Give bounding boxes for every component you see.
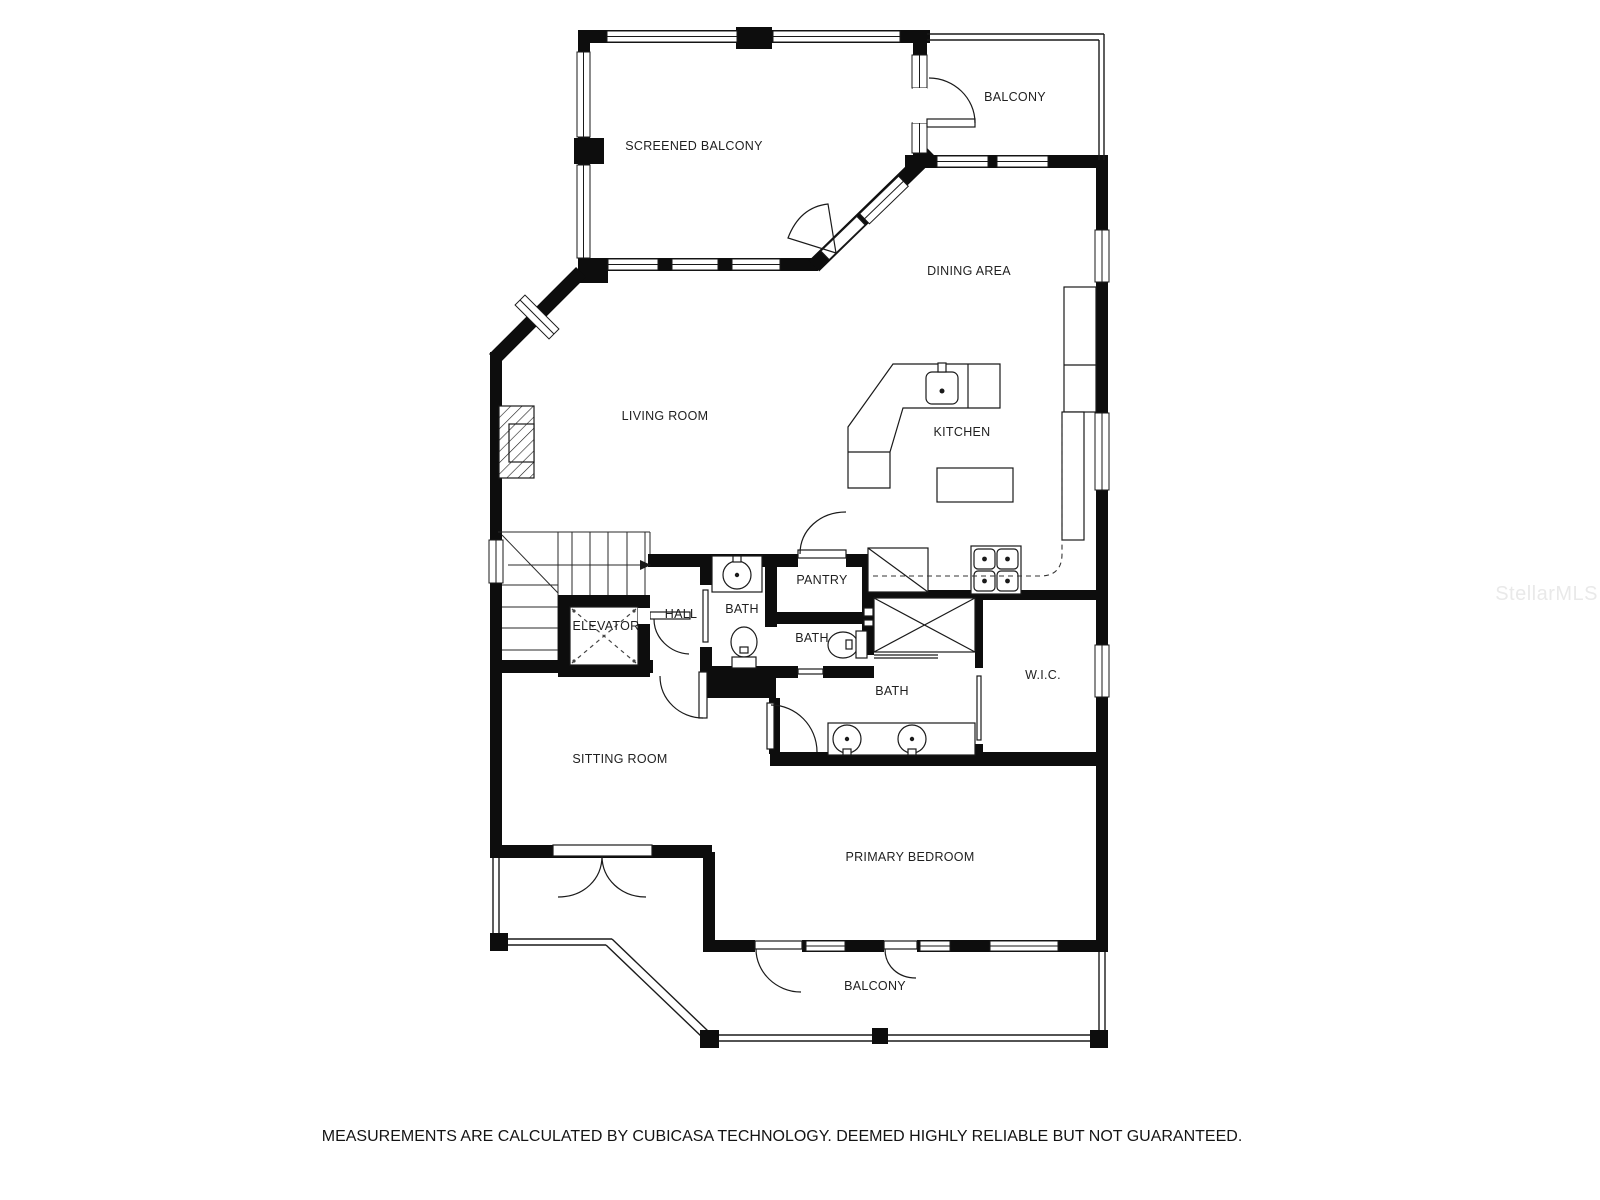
label-primary-bedroom: PRIMARY BEDROOM bbox=[845, 850, 975, 864]
door-screened-balcony bbox=[788, 204, 865, 260]
disclaimer-text: MEASUREMENTS ARE CALCULATED BY CUBICASA TECHNOLOGY. DEEMED HIGHLY RELIABLE BUT NOT GUARANTEED. bbox=[321, 1128, 1243, 1145]
window bbox=[672, 259, 718, 270]
window bbox=[912, 123, 927, 153]
pocket-door-bath1 bbox=[700, 585, 712, 647]
window bbox=[990, 941, 1058, 951]
door-bedroom-balcony-2 bbox=[884, 940, 917, 978]
window bbox=[860, 176, 909, 224]
window bbox=[577, 52, 590, 137]
shower bbox=[864, 598, 975, 658]
label-balcony-bottom: BALCONY bbox=[844, 979, 906, 993]
door-bath3 bbox=[767, 703, 817, 752]
window bbox=[607, 31, 737, 42]
label-elevator: ELEVATOR bbox=[572, 619, 640, 633]
stellar-mls-watermark: StellarMLS bbox=[1495, 583, 1598, 605]
label-sitting-room: SITTING ROOM bbox=[572, 752, 668, 766]
label-hall: HALL bbox=[664, 607, 698, 621]
label-wic: W.I.C. bbox=[1025, 668, 1061, 682]
bath1-toilet bbox=[731, 627, 757, 668]
pocket-door-bath2 bbox=[798, 666, 823, 678]
window bbox=[912, 55, 927, 88]
bath1-sink bbox=[712, 556, 762, 592]
window bbox=[1095, 230, 1109, 282]
kitchen-island bbox=[937, 468, 1013, 502]
label-kitchen: KITCHEN bbox=[933, 425, 991, 439]
elevator bbox=[558, 595, 650, 677]
window bbox=[489, 540, 503, 583]
door-sitting-room bbox=[660, 672, 707, 718]
kitchen-fixtures bbox=[848, 287, 1096, 594]
dining-counter bbox=[1064, 287, 1096, 412]
window bbox=[577, 165, 590, 258]
label-pantry: PANTRY bbox=[796, 573, 848, 587]
label-living-room: LIVING ROOM bbox=[621, 409, 709, 423]
pocket-door-wic bbox=[975, 668, 983, 744]
stove bbox=[971, 546, 1021, 594]
bath2-toilet bbox=[828, 631, 867, 658]
label-bath-2: BATH bbox=[795, 631, 829, 645]
window bbox=[937, 156, 988, 167]
french-doors bbox=[553, 845, 652, 897]
label-bath-1: BATH bbox=[725, 602, 759, 616]
label-screened-balcony: SCREENED BALCONY bbox=[625, 139, 763, 153]
bath3-vanity bbox=[828, 723, 975, 755]
tall-cabinet bbox=[1062, 412, 1084, 540]
window bbox=[732, 259, 780, 270]
label-dining-area: DINING AREA bbox=[927, 264, 1011, 278]
window bbox=[773, 31, 900, 42]
door-bedroom-balcony-1 bbox=[755, 940, 802, 992]
label-bath-3: BATH bbox=[875, 684, 909, 698]
windows bbox=[489, 31, 1109, 951]
door-pantry bbox=[798, 512, 846, 567]
window bbox=[608, 259, 658, 270]
window bbox=[920, 941, 950, 951]
stairs-direction-arrow bbox=[508, 560, 651, 570]
window bbox=[1095, 645, 1109, 697]
fireplace bbox=[499, 406, 534, 478]
window bbox=[997, 156, 1048, 167]
window bbox=[806, 941, 845, 951]
label-balcony-top: BALCONY bbox=[984, 90, 1046, 104]
window bbox=[1095, 413, 1109, 490]
